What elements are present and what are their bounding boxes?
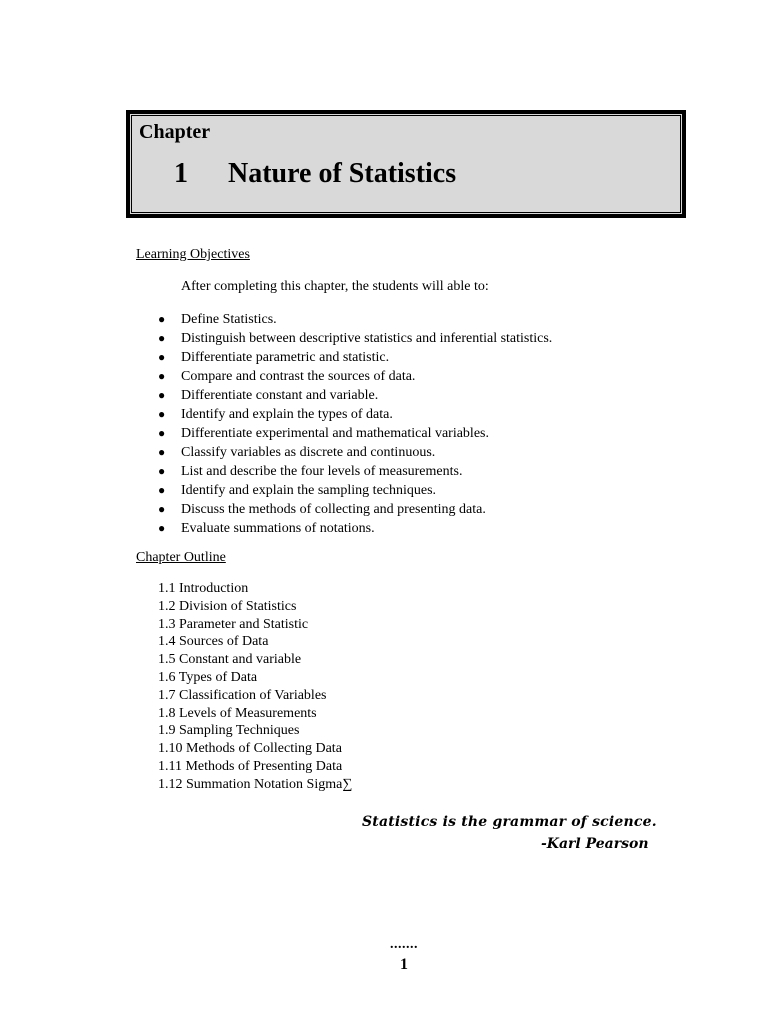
objective-item xyxy=(155,424,552,443)
objective-item xyxy=(155,405,552,424)
bullet-icon: ● xyxy=(158,407,166,421)
objective-item xyxy=(155,500,552,519)
outline-item: 1.7 Classification of Variables xyxy=(158,687,327,703)
chapter-label: Chapter xyxy=(139,121,211,143)
bullet-icon: ● xyxy=(158,350,166,364)
learning-objectives-heading: Learning Objectives xyxy=(136,247,250,262)
objective-item xyxy=(155,310,552,329)
outline-item: 1.6 Types of Data xyxy=(158,669,258,685)
objective-item xyxy=(155,386,552,405)
outline-item: 1.8 Levels of Measurements xyxy=(158,705,317,721)
objective-text: Define Statistics. xyxy=(181,312,277,327)
outline-item: 1.5 Constant and variable xyxy=(158,652,302,668)
bullet-icon: ● xyxy=(158,312,166,326)
objective-item xyxy=(155,443,552,462)
objectives-intro: After completing this chapter, the students will able to: xyxy=(181,279,489,294)
objective-text: Identify and explain the types of data. xyxy=(181,407,393,422)
outline-item: 1.10 Methods of Collecting Data xyxy=(158,741,342,757)
bullet-icon: ● xyxy=(158,331,166,345)
outline-list xyxy=(158,580,352,794)
chapter-title: Nature of Statistics xyxy=(228,158,457,189)
bullet-icon: ● xyxy=(158,388,166,402)
objectives-list xyxy=(155,310,552,538)
outline-item: 1.12 Summation Notation Sigma∑ xyxy=(158,776,353,792)
bullet-icon: ● xyxy=(158,369,166,383)
objective-text: Differentiate parametric and statistic. xyxy=(181,350,390,365)
outline-item: 1.9 Sampling Techniques xyxy=(158,723,300,739)
chapter-outline-heading: Chapter Outline xyxy=(136,550,226,565)
objective-text: Distinguish between descriptive statistics and inferential statistics. xyxy=(181,331,553,346)
objective-item xyxy=(155,329,552,348)
bullet-icon: ● xyxy=(158,426,166,440)
chapter-header-box xyxy=(126,110,686,218)
objective-item xyxy=(155,481,552,500)
objective-item xyxy=(155,519,552,538)
bullet-icon: ● xyxy=(158,502,166,516)
bullet-icon: ● xyxy=(158,521,166,535)
page-dots: ....... xyxy=(390,937,418,952)
objective-text: Discuss the methods of collecting and presenting data. xyxy=(181,502,486,517)
bullet-icon: ● xyxy=(158,464,166,478)
chapter-number: 1 xyxy=(174,158,188,189)
outline-item: 1.4 Sources of Data xyxy=(158,634,269,650)
outline-item: 1.1 Introduction xyxy=(158,581,249,596)
outline-item: 1.2 Division of Statistics xyxy=(158,598,297,614)
objective-text: Differentiate constant and variable. xyxy=(181,388,379,403)
quote-author: -Karl Pearson xyxy=(541,836,649,852)
objective-text: Differentiate experimental and mathematical variables. xyxy=(181,426,489,441)
objective-text: Evaluate summations of notations. xyxy=(181,521,375,536)
objective-item xyxy=(155,367,552,386)
objective-text: Classify variables as discrete and continuous. xyxy=(181,445,436,460)
objective-text: Identify and explain the sampling techniques. xyxy=(181,483,437,498)
outline-item: 1.11 Methods of Presenting Data xyxy=(158,758,343,774)
bullet-icon: ● xyxy=(158,483,166,497)
objective-text: Compare and contrast the sources of data. xyxy=(181,369,416,384)
bullet-icon: ● xyxy=(158,445,166,459)
objective-text: List and describe the four levels of measurements. xyxy=(181,464,463,479)
outline-item: 1.3 Parameter and Statistic xyxy=(158,616,309,632)
objective-item xyxy=(155,462,552,481)
quote-text: Statistics is the grammar of science. xyxy=(362,814,657,830)
objective-item xyxy=(155,348,552,367)
page-number: 1 xyxy=(400,956,408,973)
